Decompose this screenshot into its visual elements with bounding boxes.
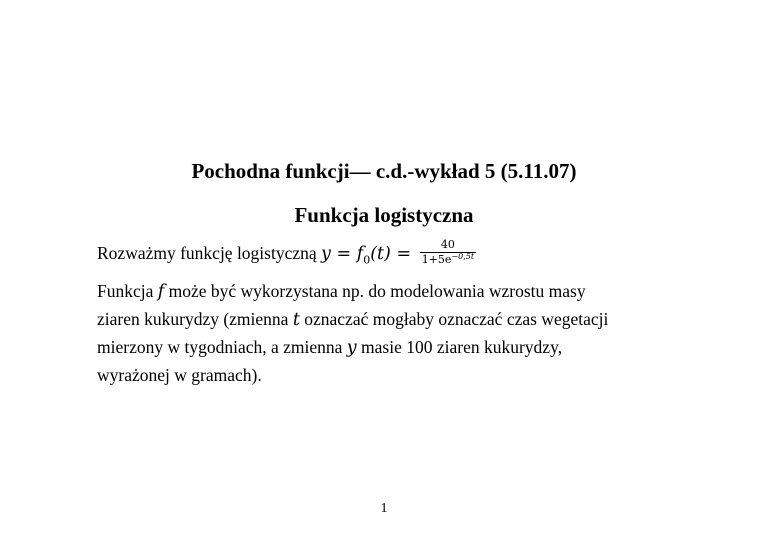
body-paragraph xyxy=(97,278,677,389)
text-run: może być wykorzystana np. do modelowania wzrostu masy xyxy=(164,281,586,301)
fraction-denominator xyxy=(420,253,476,266)
fraction-numerator: 40 xyxy=(420,239,476,253)
text-run: oznaczać mogłaby oznaczać czas wegetacji xyxy=(299,309,609,329)
formula-subscript: 0 xyxy=(363,253,371,267)
paragraph-line-1 xyxy=(97,278,677,306)
text-run: masie 100 ziaren kukurydzy, xyxy=(356,337,563,357)
section-heading: Funkcja logistyczna xyxy=(294,203,474,227)
intro-text: Rozważmy funkcję logistyczną xyxy=(97,243,317,263)
formula-lhs: y = f xyxy=(321,244,364,264)
text-run: Funkcja xyxy=(97,281,158,301)
paragraph-line-4: wyrażonej w gramach). xyxy=(97,365,262,385)
paragraph-line-3 xyxy=(97,334,677,362)
denominator-exponent: −0,5t xyxy=(451,252,475,262)
intro-sentence xyxy=(97,240,476,274)
formula-arg: (t) = xyxy=(370,244,412,264)
paragraph-line-2 xyxy=(97,306,677,334)
page-title: Pochodna funkcji— c.d.-wykład 5 (5.11.07) xyxy=(191,159,577,183)
text-run: ziaren kukurydzy (zmienna xyxy=(97,309,293,329)
text-run: mierzony w tygodniach, a zmienna xyxy=(97,337,347,357)
math-variable: t xyxy=(292,310,300,330)
formula-fraction xyxy=(420,239,476,266)
page-number: 1 xyxy=(380,501,388,516)
formula xyxy=(321,244,417,267)
math-variable: y xyxy=(346,338,357,358)
math-variable: f xyxy=(157,282,165,302)
denominator-base: 1+5e xyxy=(421,253,452,267)
